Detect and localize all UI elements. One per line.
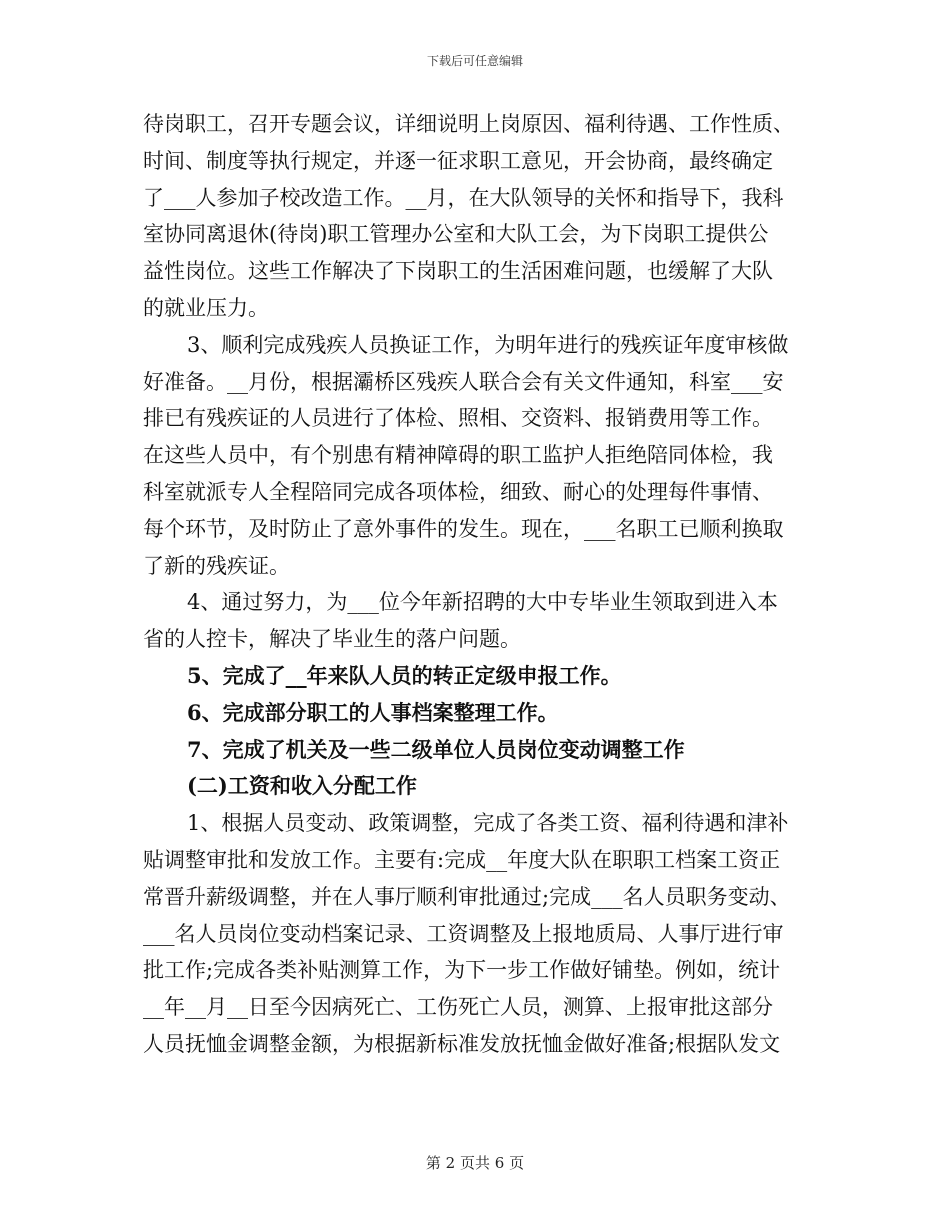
text-line: 的就业压力。 [143, 295, 269, 320]
text-line: 科室就派专人全程陪同完成各项体检，细致、耐心的处理每件事情、 [143, 479, 773, 504]
document-body [143, 106, 809, 1063]
text-line: 4、通过努力，为___位今年新招聘的大中专毕业生领取到进入本 [187, 590, 778, 615]
text-line: 在这些人员中，有个别患有精神障碍的职工监护人拒绝陪同体检，我 [143, 443, 773, 468]
text-line: 3、顺利完成残疾人员换证工作，为明年进行的残疾证年度审核做 [187, 332, 789, 357]
text-line: 每个环节，及时防止了意外事件的发生。现在，___名职工已顺利换取 [143, 516, 784, 541]
text-line: (二)工资和收入分配工作 [187, 773, 417, 799]
text-line: 排已有残疾证的人员进行了体检、照相、交资料、报销费用等工作。 [143, 406, 773, 431]
text-line: __年__月__日至今因病死亡、工伤死亡人员，测算、上报审批这部分 [143, 995, 773, 1020]
text-line: 了新的残疾证。 [143, 553, 290, 578]
text-line: 5、完成了__年来队人员的转正定级申报工作。 [187, 662, 622, 688]
text-line: 省的人控卡，解决了毕业生的落户问题。 [143, 627, 521, 652]
text-line: 时间、制度等执行规定，并逐一征求职工意见，开会协商，最终确定 [143, 148, 773, 173]
text-line: ___名人员岗位变动档案记录、工资调整及上报地质局、人事厅进行审 [143, 921, 784, 946]
text-line: 7、完成了机关及一些二级单位人员岗位变动调整工作 [187, 736, 685, 762]
page-footer: 第 2 页共 6 页 [425, 1154, 525, 1172]
page-header: 下载后可任意编辑 [426, 54, 523, 68]
text-line: 1、根据人员变动、政策调整，完成了各类工资、福利待遇和津补 [187, 811, 789, 836]
text-line: 室协同离退休(待岗)职工管理办公室和大队工会，为下岗职工提供公 [143, 222, 769, 247]
text-line: 批工作;完成各类补贴测算工作，为下一步工作做好铺垫。例如，统计 [143, 958, 781, 983]
text-line: 人员抚恤金调整金额，为根据新标准发放抚恤金做好准备;根据队发文 [143, 1031, 781, 1056]
text-line: 好准备。__月份，根据灞桥区残疾人联合会有关文件通知，科室___安 [143, 369, 784, 394]
text-line: 贴调整审批和发放工作。主要有:完成__年度大队在职职工档案工资正 [143, 847, 781, 872]
text-line: 了___人参加子校改造工作。__月，在大队领导的关怀和指导下，我科 [143, 185, 784, 210]
text-line: 益性岗位。这些工作解决了下岗职工的生活困难问题，也缓解了大队 [143, 259, 773, 284]
text-line: 待岗职工，召开专题会议，详细说明上岗原因、福利待遇、工作性质、 [143, 112, 794, 136]
text-line: 常晋升薪级调整，并在人事厅顺利审批通过;完成___名人员职务变动、 [143, 884, 791, 909]
text-line: 6、完成部分职工的人事档案整理工作。 [187, 699, 559, 725]
